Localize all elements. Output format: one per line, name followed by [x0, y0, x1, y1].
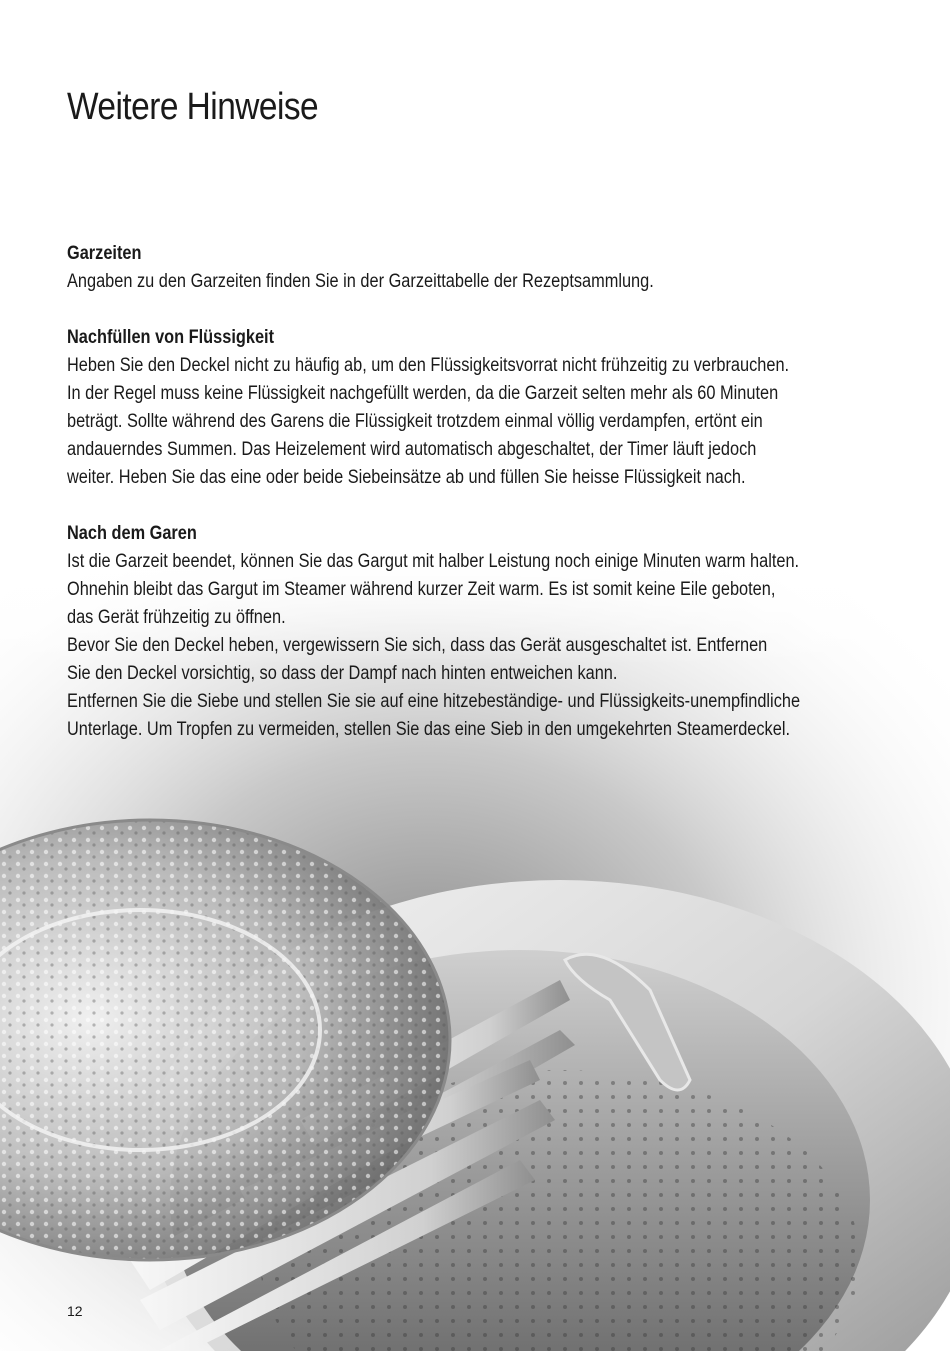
paragraph-line: Ist die Garzeit beendet, können Sie das Gargut mit halber Leistung noch einige Minuten warm halten.: [67, 551, 800, 572]
paragraph-line: Unterlage. Um Tropfen zu vermeiden, stellen Sie das eine Sieb in den umgekehrten Steamerdeckel.: [67, 719, 790, 740]
paragraph-line: Angaben zu den Garzeiten finden Sie in der Garzeittabelle der Rezeptsammlung.: [67, 271, 654, 292]
page-number: 12: [67, 1303, 83, 1319]
paragraph-line: Ohnehin bleibt das Gargut im Steamer während kurzer Zeit warm. Es ist somit keine Eile geboten,: [67, 579, 776, 600]
paragraph-line: Heben Sie den Deckel nicht zu häufig ab, um den Flüssigkeitsvorrat nicht frühzeitig zu verbrauchen.: [67, 355, 790, 376]
paragraph-line: Bevor Sie den Deckel heben, vergewissern Sie sich, dass das Gerät ausgeschaltet ist. Entfernen: [67, 635, 768, 656]
paragraph-line: das Gerät frühzeitig zu öffnen.: [67, 607, 286, 628]
paragraph-line: Entfernen Sie die Siebe und stellen Sie sie auf eine hitzebeständige- und Flüssigkeits-unempfindliche: [67, 691, 801, 712]
section-heading-nachfuellen: Nachfüllen von Flüssigkeit: [67, 327, 275, 348]
section-nachfuellen: [67, 324, 875, 492]
paragraph-line: Sie den Deckel vorsichtig, so dass der Dampf nach hinten entweichen kann.: [67, 663, 618, 684]
paragraph-line: In der Regel muss keine Flüssigkeit nachgefüllt werden, da die Garzeit selten mehr als 60 Minuten: [67, 383, 779, 404]
paragraph-line: andauerndes Summen. Das Heizelement wird automatisch abgeschaltet, der Timer läuft jedoch: [67, 439, 757, 460]
page-title: Weitere Hinweise: [67, 86, 319, 128]
section-garzeiten: [67, 240, 875, 296]
main-content: [67, 240, 875, 772]
section-heading-garzeiten: Garzeiten: [67, 243, 142, 264]
paragraph-line: beträgt. Sollte während des Garens die Flüssigkeit trotzdem einmal völlig verdampfen, ertönt ein: [67, 411, 763, 432]
section-nach-dem-garen: [67, 520, 875, 744]
section-heading-nach-dem-garen: Nach dem Garen: [67, 523, 197, 544]
paragraph-line: weiter. Heben Sie das eine oder beide Siebeinsätze ab und füllen Sie heisse Flüssigkeit nach.: [67, 467, 746, 488]
